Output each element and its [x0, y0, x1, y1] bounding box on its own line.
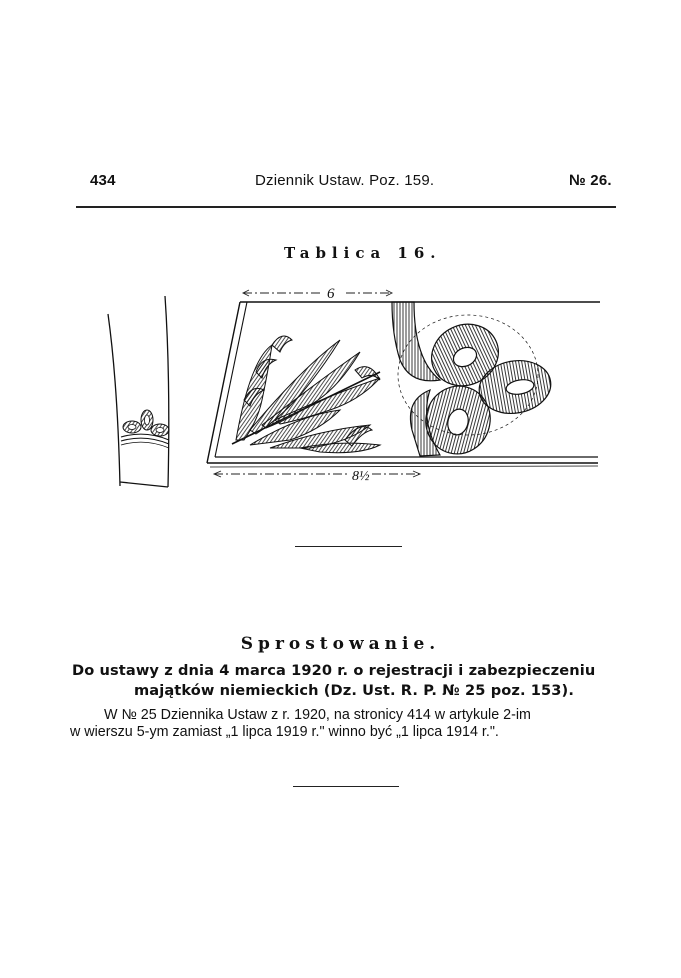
end-separator — [293, 786, 399, 787]
correction-body-line2: w wierszu 5-ym zamiast „1 lipca 1919 r." winno być „1 lipca 1914 r.". — [70, 724, 499, 740]
correction-title: Sprostowanie. — [240, 634, 441, 654]
sleeve-drawing — [108, 296, 169, 487]
section-separator — [295, 546, 402, 547]
page-number: 434 — [90, 172, 116, 189]
correction-body-line1: W № 25 Dziennika Ustaw z r. 1920, na stronicy 414 w artykule 2-im — [104, 707, 531, 723]
leaf-spray-embroidery — [232, 336, 380, 453]
running-header-title: Dziennik Ustaw. Poz. 159. — [255, 172, 435, 189]
dimension-label-bottom: 8½ — [352, 469, 370, 484]
dimension-arrow-bottom — [214, 471, 420, 477]
correction-subtitle-line2: majątków niemieckich (Dz. Ust. R. P. № 25 poz. 153). — [134, 682, 574, 699]
figure-title: Tablica 16. — [284, 244, 442, 262]
issue-number: № 26. — [569, 172, 612, 189]
correction-subtitle-line1: Do ustawy z dnia 4 marca 1920 r. o rejestracji i zabezpieczeniu — [72, 662, 596, 679]
dimension-arrow-top — [243, 290, 392, 296]
dimension-label-top: 6 — [327, 286, 335, 302]
trefoil-braid-knot — [392, 302, 555, 461]
